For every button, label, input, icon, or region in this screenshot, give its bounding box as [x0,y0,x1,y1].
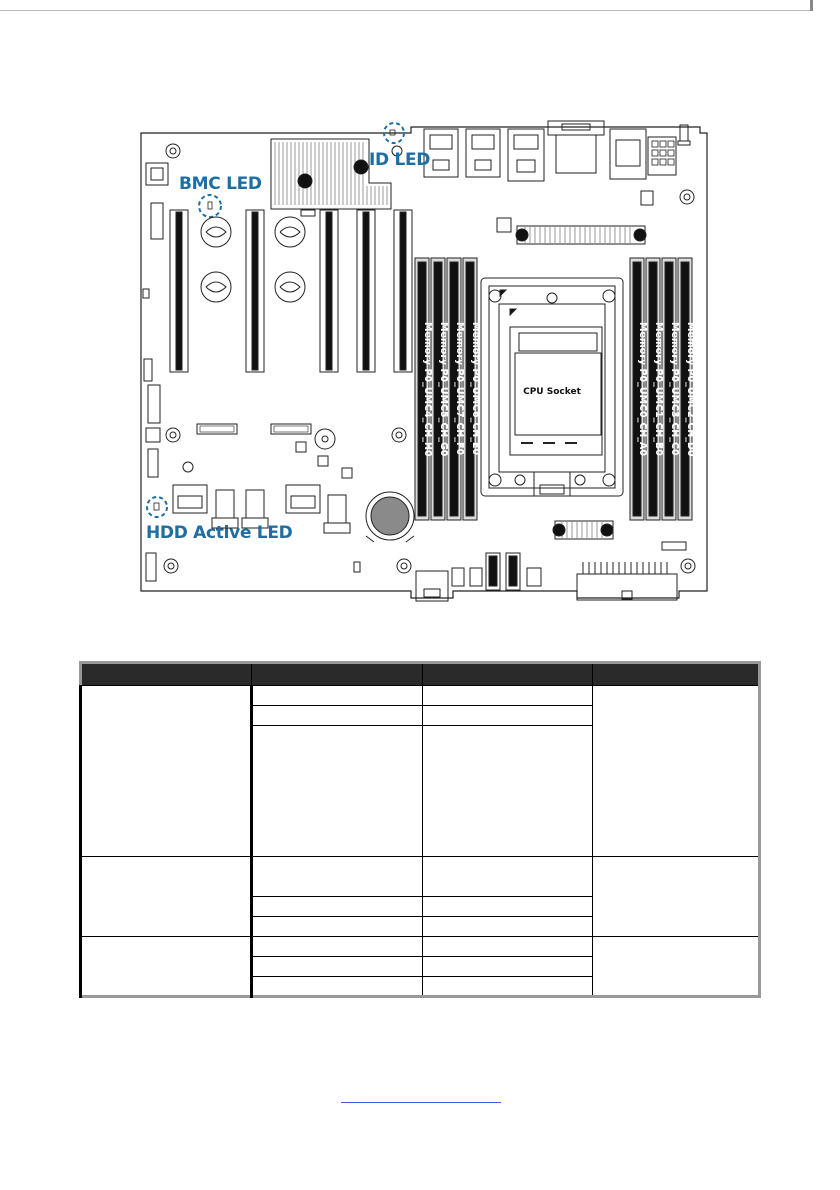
table-header-cell [251,663,422,686]
table-header-cell [81,663,252,686]
dimm-label-c0: Memory P0_UMC3_CH_C0 [669,322,680,456]
hdd-active-led-callout: HDD Active LED [146,523,293,543]
table-header-cell [422,663,593,686]
table-row [81,686,760,706]
table-cell [422,936,593,956]
table-cell [251,936,422,956]
table-cell [251,896,422,916]
table-cell [422,706,593,726]
table-row [81,856,760,896]
table-cell [422,956,593,976]
dimm-label-b0: Memory P0_UMC1_CH_B0 [653,322,664,456]
table-cell [422,856,593,896]
dimm-label-a0: Memory P0_UMC0_CH_A0 [637,322,648,456]
table-cell [593,936,760,996]
table-cell [422,916,593,936]
table-cell [81,856,252,936]
table-cell [81,936,252,996]
dimm-label-h0: Memory P0_UMC4_CH_H0 [422,322,433,457]
table-cell [422,896,593,916]
table-cell [593,856,760,936]
table-cell [422,726,593,857]
dimm-label-d0: Memory P0_UMC2_CH_D0 [685,322,696,457]
table-cell [251,916,422,936]
dimm-label-g0: Memory P0_UMC5_CH_G0 [438,322,449,457]
table-header-row [81,663,760,686]
table-cell [422,976,593,996]
table-cell [251,686,422,706]
table-cell [251,706,422,726]
table-header-cell [593,663,760,686]
dimm-label-e0: Memory P0_UMC6_CH_E0 [470,322,481,456]
table-cell [251,856,422,896]
id-led-callout: ID LED [369,150,431,170]
table-cell [251,726,422,857]
led-spec-table [79,661,761,998]
table-cell [251,956,422,976]
table-cell [251,976,422,996]
table-cell [593,686,760,857]
table-cell [422,686,593,706]
footer-link-underline[interactable] [341,1102,501,1103]
table-row [81,936,760,956]
cpu-socket-label: CPU Socket [523,387,581,397]
table-cell [81,686,252,857]
dimm-label-f0: Memory P0_UMC7_CH_F0 [454,322,465,456]
bmc-led-callout: BMC LED [179,174,262,194]
